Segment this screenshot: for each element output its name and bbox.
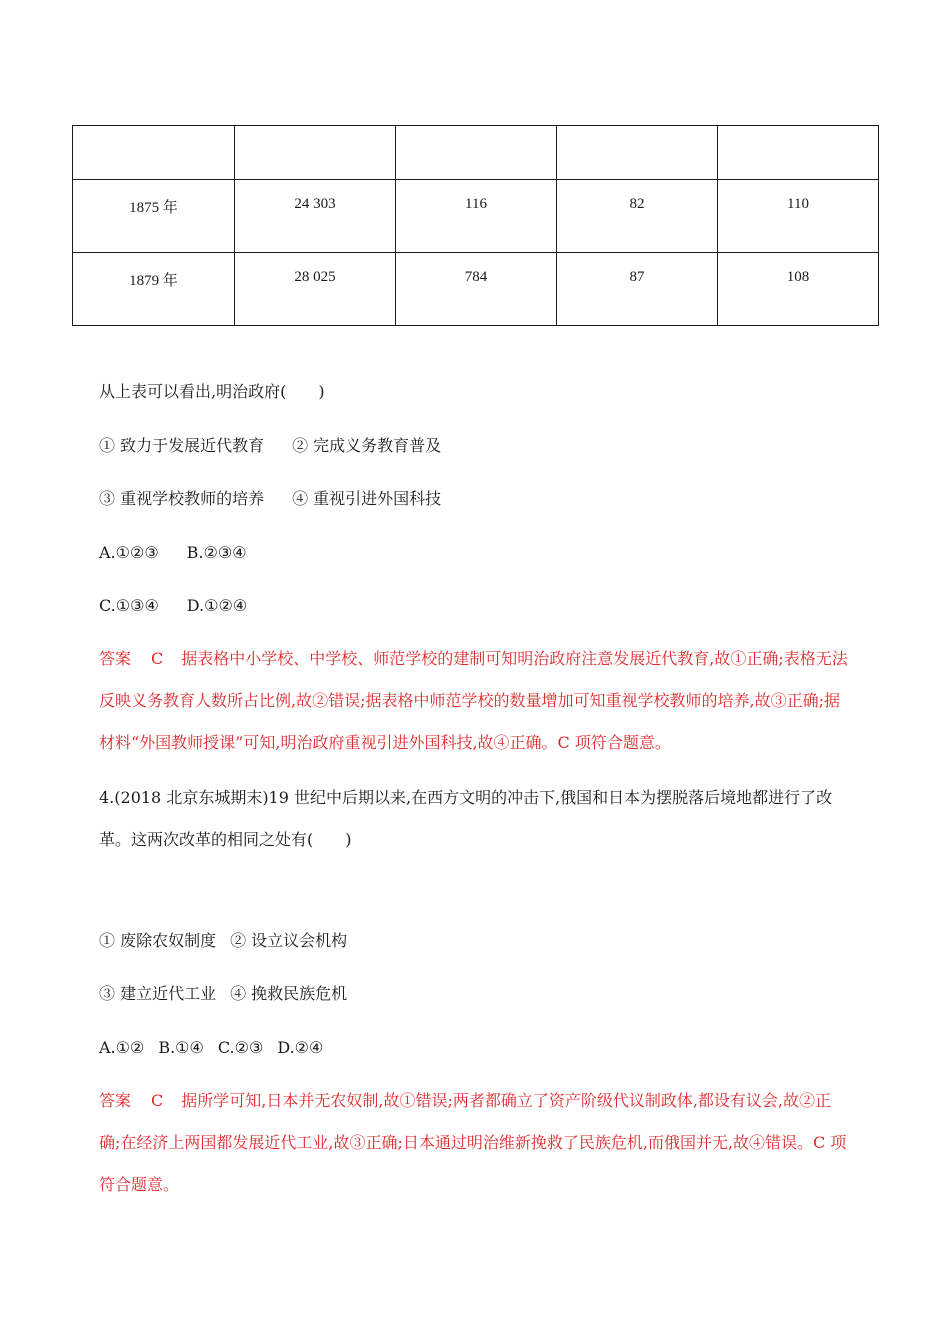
q3-options-row-1	[99, 435, 441, 457]
q4-option-4: ④ 挽救民族危机	[230, 984, 348, 1003]
q3-option-4: ④ 重视引进外国科技	[292, 489, 442, 508]
q3-choice-d: D.①②④	[186, 596, 248, 615]
answer-explanation: 据所学可知,日本并无农奴制,故①错误;两者都确立了资产阶级代议制政体,都设有议会,故②正确;在经济上两国都发展近代工业,故③正确;日本通过明治维新挽救了民族危机,而俄国并无,故④错误。C 项符合题意。	[99, 1091, 847, 1194]
q3-choice-b: B.②③④	[186, 543, 247, 562]
table-cell: 24 303	[235, 180, 396, 253]
answer-letter: C	[151, 649, 164, 668]
q4-choice-a: A.①②	[99, 1038, 145, 1057]
q4-choice-b: B.①④	[158, 1038, 204, 1057]
table-header-cell	[235, 126, 396, 180]
q4-options-row-2	[99, 983, 347, 1005]
answer-label: 答案	[99, 649, 132, 668]
table-cell: 108	[718, 253, 879, 326]
q3-options-row-2	[99, 488, 441, 510]
q3-choice-c: C.①③④	[99, 596, 159, 615]
q4-stem: 4.(2018 北京东城期末)19 世纪中后期以来,在西方文明的冲击下,俄国和日本为摆脱落后境地都进行了改革。这两次改革的相同之处有( )	[99, 788, 833, 849]
table-cell: 87	[557, 253, 718, 326]
q4-options-row-1	[99, 930, 347, 952]
q4-option-2: ② 设立议会机构	[230, 931, 348, 950]
q3-choices-row-1	[99, 542, 247, 564]
q3-choice-a: A.①②③	[99, 543, 159, 562]
q4-choices-row	[99, 1037, 323, 1059]
q4-option-1: ① 废除农奴制度	[99, 931, 217, 950]
table-header-cell	[396, 126, 557, 180]
table-cell-year: 1879 年	[73, 253, 235, 326]
q3-choices-row-2	[99, 595, 247, 617]
table-cell: 116	[396, 180, 557, 253]
table-cell: 110	[718, 180, 879, 253]
q3-option-3: ③ 重视学校教师的培养	[99, 489, 265, 508]
answer-letter: C	[151, 1091, 164, 1110]
answer-label: 答案	[99, 1091, 132, 1110]
q4-choice-c: C.②③	[217, 1038, 264, 1057]
table-header-row	[73, 126, 879, 180]
table-header-cell	[718, 126, 879, 180]
q3-stem: 从上表可以看出,明治政府( )	[99, 382, 325, 401]
table-cell-year: 1875 年	[73, 180, 235, 253]
statistics-table	[72, 125, 879, 326]
table-row	[73, 253, 879, 326]
table-cell: 28 025	[235, 253, 396, 326]
q4-answer	[99, 1080, 851, 1206]
q3-option-2: ② 完成义务教育普及	[292, 436, 442, 455]
table-header-cell	[73, 126, 235, 180]
table-cell: 784	[396, 253, 557, 326]
table-cell: 82	[557, 180, 718, 253]
q3-option-1: ① 致力于发展近代教育	[99, 436, 265, 455]
q4-choice-d: D.②④	[277, 1038, 324, 1057]
q4-option-3: ③ 建立近代工业	[99, 984, 217, 1003]
table-header-cell	[557, 126, 718, 180]
table-row	[73, 180, 879, 253]
q3-answer	[99, 638, 851, 764]
answer-explanation: 据表格中小学校、中学校、师范学校的建制可知明治政府注意发展近代教育,故①正确;表格无法反映义务教育人数所占比例,故②错误;据表格中师范学校的数量增加可知重视学校教师的培养,故③正确;据材料“外国教师授课”可知,明治政府重视引进外国科技,故④正确。C 项符合题意。	[99, 649, 848, 752]
